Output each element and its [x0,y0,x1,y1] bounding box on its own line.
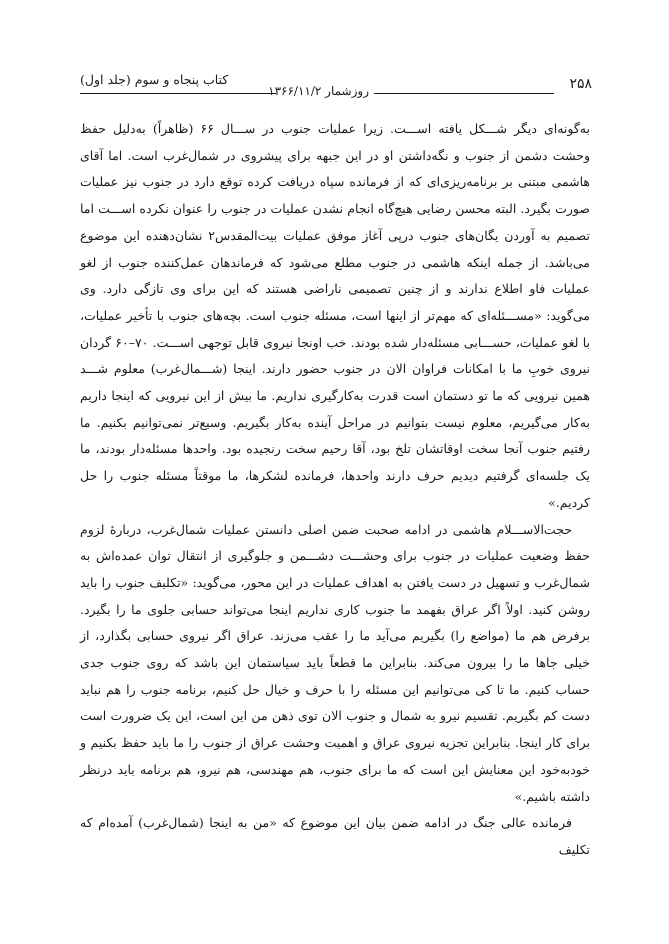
running-title: روزشمار ۱۳۶۶/۱۱/۲ [268,84,369,98]
body-text [80,116,590,864]
book-title: کتاب پنجاه و سوم (جلد اول) [80,72,229,87]
paragraph-1: به‌گونه‌ای دیگر شـــکل یافته اســـت. زیرا عملیات جنوب در ســـال ۶۶ (ظاهراً) به‌دلیل حفظ وحشت دشمن از جنوب و نگه‌داشتن او در این جبهه برای پیشروی در شمال‌غرب است. اما آقای هاشمی مبتنی بر برنامه‌ریزی‌ای که از فرمانده سپاه دریافت کرده توقع دارد در جنوب نیز عملیات صورت بگیرد. البته محسن رضایی هیچ‌گاه انجام نشدن عملیات در جنوب را عنوان نکرده اســـت اما تصمیم به آوردن یگان‌های جنوب درپی آغاز موفق عملیات بیت‌المقدس۲ نشان‌دهنده این موضوع می‌باشد. از جمله اینکه هاشمی در جنوب مطلع می‌شود که فرماندهان عمل‌کننده جنوب از لغو عملیات فاو اطلاع ندارند و از چنین تصمیمی ناراضی هستند که این برای وی تازگی دارد. وی می‌گوید: «مســـئله‌ای که مهم‌تر از اینها است، مسئله جنوب است. بچه‌های جنوب با تأخیر عملیات، با لغو عملیات، حســـابی مسئله‌دار شده بودند. خب اونجا نیروی قابل توجهی اســـت. ۷۰–۶۰ گردان نیروی خوبِ ما با امکانات فراوان الان در جنوب حضور دارند. اینجا (شـــمال‌غرب) معلوم شـــد همین نیرویی که ما تو دستمان است قدرت به‌کارگیری نداریم. ما بیش از این نیرویی که اینجا داریم به‌کار می‌گیریم، معلوم نیست بتوانیم در مراحل آینده به‌کار بگیریم. وسیع‌تر نمی‌توانیم بکنیم. ما رفتیم جنوب آنجا سخت اوقاتشان تلخ بود، آقا رحیم سخت رنجیده بود. واحدها مسئله‌دار بودند، ما یک جلسه‌ای گرفتیم دیدیم حرف دارند واحدها، فرمانده لشکرها، ما موقتاً مسئله جنوب را حل کردیم.» [80,121,590,510]
page-header [78,72,594,98]
header-rule-right [374,93,554,94]
paragraph-3: فرمانده عالی جنگ در ادامه ضمن بیان این موضوع که «من به اینجا (شمال‌غرب) آمده‌ام که تکلیف [80,815,590,857]
header-rule-left [80,93,276,94]
paragraph-2: حجت‌الاســـلام هاشمی در ادامه صحبت ضمن اصلی دانستن عملیات شمال‌غرب، دربارهٔ لزوم حفظ وضعیت عملیات در جنوب برای وحشـــت دشـــمن و جلوگیری از انتقال توان عمده‌اش به شمال‌غرب و تسهیل در دست یافتن به اهداف عملیات در این محور، می‌گوید: «تکلیف جنوب را باید روشن کنید. اولاً اگر عراق بفهمد ما جنوب کاری نداریم اینجا می‌تواند حسابی جلوی ما را بگیرد. برفرض هم ما (مواضع را) بگیریم می‌آید ما را عقب می‌زند. عراق اگر نیروی حسابی بگذارد، از خیلی جاها ما را بیرون می‌کند. بنابراین ما قطعاً باید سیاستمان این باشد که روی جنوب جدی حساب کنیم. ما تا کی می‌توانیم این مسئله را با حرف و خیال حل کنیم، برنامه جنوب را هم نباید دست کم بگیریم. تقسیم نیرو به شمال و جنوب الان توی ذهن من این است، این یک ضرورت است برای کار اینجا. بنابراین تجزیه نیروی عراق و اهمیت وحشت عراق از جنوب را ما باید حفظ بکنیم و خودبه‌خود این معنایش این است که ما برای جنوب، هم مهندسی، هم نیرو، هم برنامه باید درنظر داشته باشیم.» [80,521,590,804]
page-number: ۲۵۸ [569,76,592,92]
